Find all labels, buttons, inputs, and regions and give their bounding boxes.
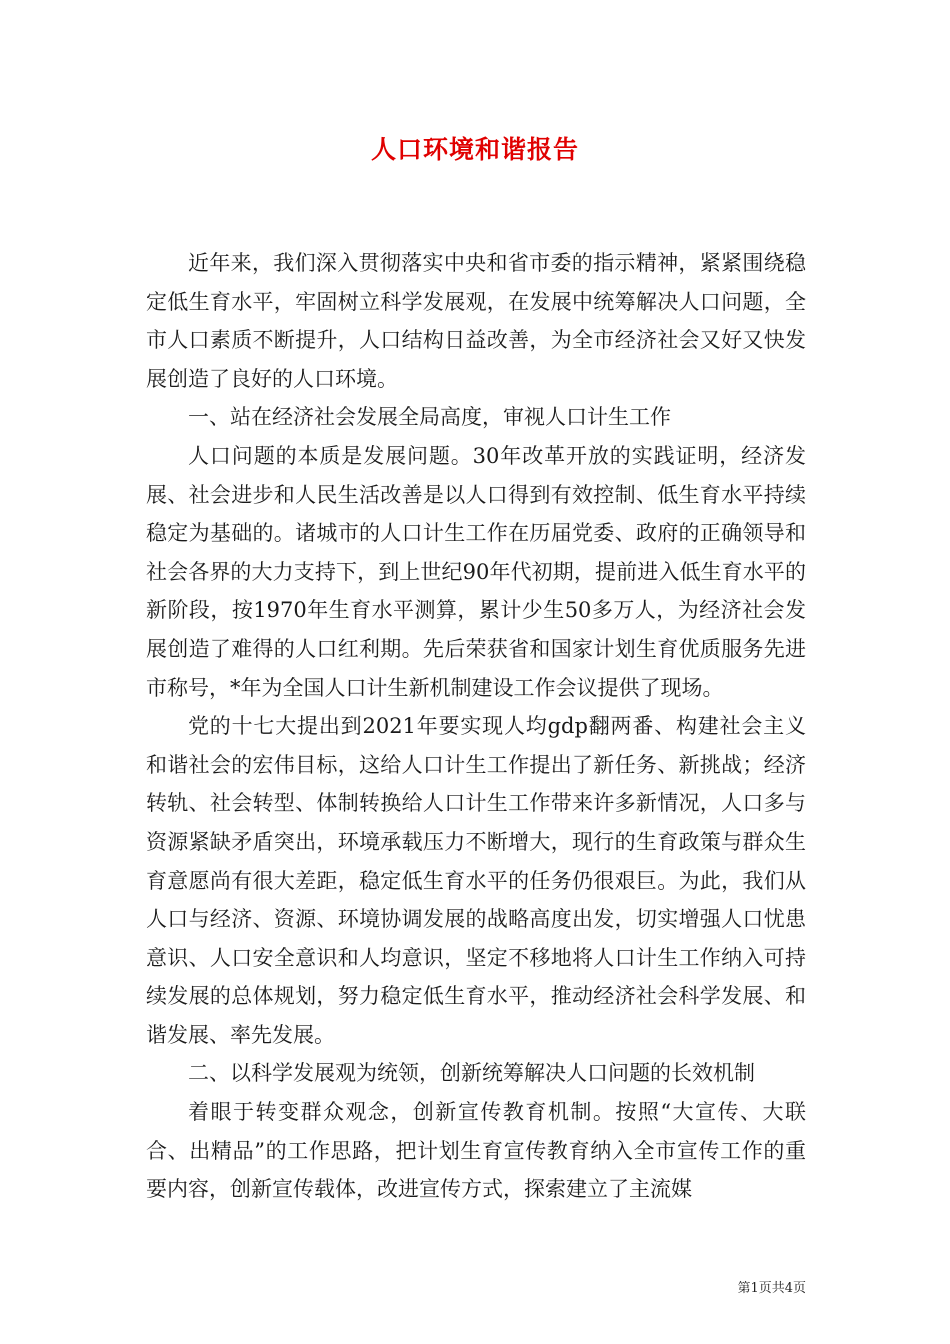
paragraph-publicity-mechanism: 着眼于转变群众观念，创新宣传教育机制。按照“大宣传、大联合、出精品”的工作思路，把计划生育宣传教育纳入全市宣传工作的重要内容，创新宣传载体，改进宣传方式，探索建立了主流媒 (146, 1100, 806, 1202)
section-heading-2: 二、以科学发展观为统领，创新统筹解决人口问题的长效机制 (188, 1061, 755, 1086)
document-title: 人口环境和谐报告 (370, 135, 579, 164)
page-number: 第1页共4页 (737, 1281, 806, 1296)
paragraph-intro: 近年来，我们深入贯彻落实中央和省市委的指示精神，紧紧围绕稳定低生育水平，牢固树立科学发展观，在发展中统筹解决人口问题，全市人口素质不断提升，人口结构日益改善，为全市经济社会又好又快发展创造了良好的人口环境。 (146, 251, 806, 391)
document-body (146, 244, 806, 1209)
paragraph-population-essence: 人口问题的本质是发展问题。30年改革开放的实践证明，经济发展、社会进步和人民生活改善是以人口得到有效控制、低生育水平持续稳定为基础的。诸城市的人口计生工作在历届党委、政府的正确领导和社会各界的大力支持下，到上世纪90年代初期，提前进入低生育水平的新阶段，按1970年生育水平测算，累计少生50多万人，为经济社会发展创造了难得的人口红利期。先后荣获省和国家计划生育优质服务先进市称号，*年为全国人口计生新机制建设工作会议提供了现场。 (146, 443, 806, 700)
paragraph-seventeenth-congress: 党的十七大提出到2021年要实现人均gdp翻两番、构建社会主义和谐社会的宏伟目标，这给人口计生工作提出了新任务、新挑战；经济转轨、社会转型、体制转换给人口计生工作带来许多新情况，人口多与资源紧缺矛盾突出，环境承载压力不断增大，现行的生育政策与群众生育意愿尚有很大差距，稳定低生育水平的任务仍很艰巨。为此，我们从人口与经济、资源、环境协调发展的战略高度出发，切实增强人口忧患意识、人口安全意识和人均意识，坚定不移地将人口计生工作纳入可持续发展的总体规划，努力稳定低生育水平，推动经济社会科学发展、和谐发展、率先发展。 (146, 714, 806, 1047)
section-heading-1: 一、站在经济社会发展全局高度，审视人口计生工作 (188, 405, 671, 430)
